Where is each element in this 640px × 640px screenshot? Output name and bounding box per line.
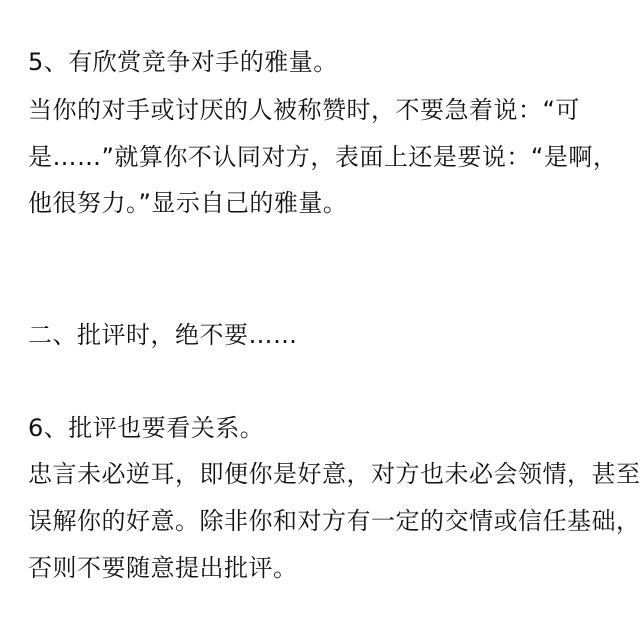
section-6-paragraph-line-3: 否则不要随意提出批评。 [28,554,298,582]
section-6-paragraph-line-2: 误解你的好意。除非你和对方有一定的交情或信任基础， [28,507,640,535]
section-5-paragraph-line-1: 当你的对手或讨厌的人被称赞时，不要急着说：“可 [28,96,580,124]
section-5-paragraph-line-2: 是……”就算你不认同对方，表面上还是要说：“是啊， [28,143,618,171]
part-2-heading: 二、批评时，绝不要…… [28,321,298,349]
section-6-heading: 6、批评也要看关系。 [28,414,265,442]
section-5-paragraph-line-3: 他很努力。”显示自己的雅量。 [28,189,348,217]
section-5-heading: 5、有欣赏竞争对手的雅量。 [28,48,338,76]
section-6-paragraph-line-1: 忠言未必逆耳，即便你是好意，对方也未必会领情，甚至 [28,460,640,488]
